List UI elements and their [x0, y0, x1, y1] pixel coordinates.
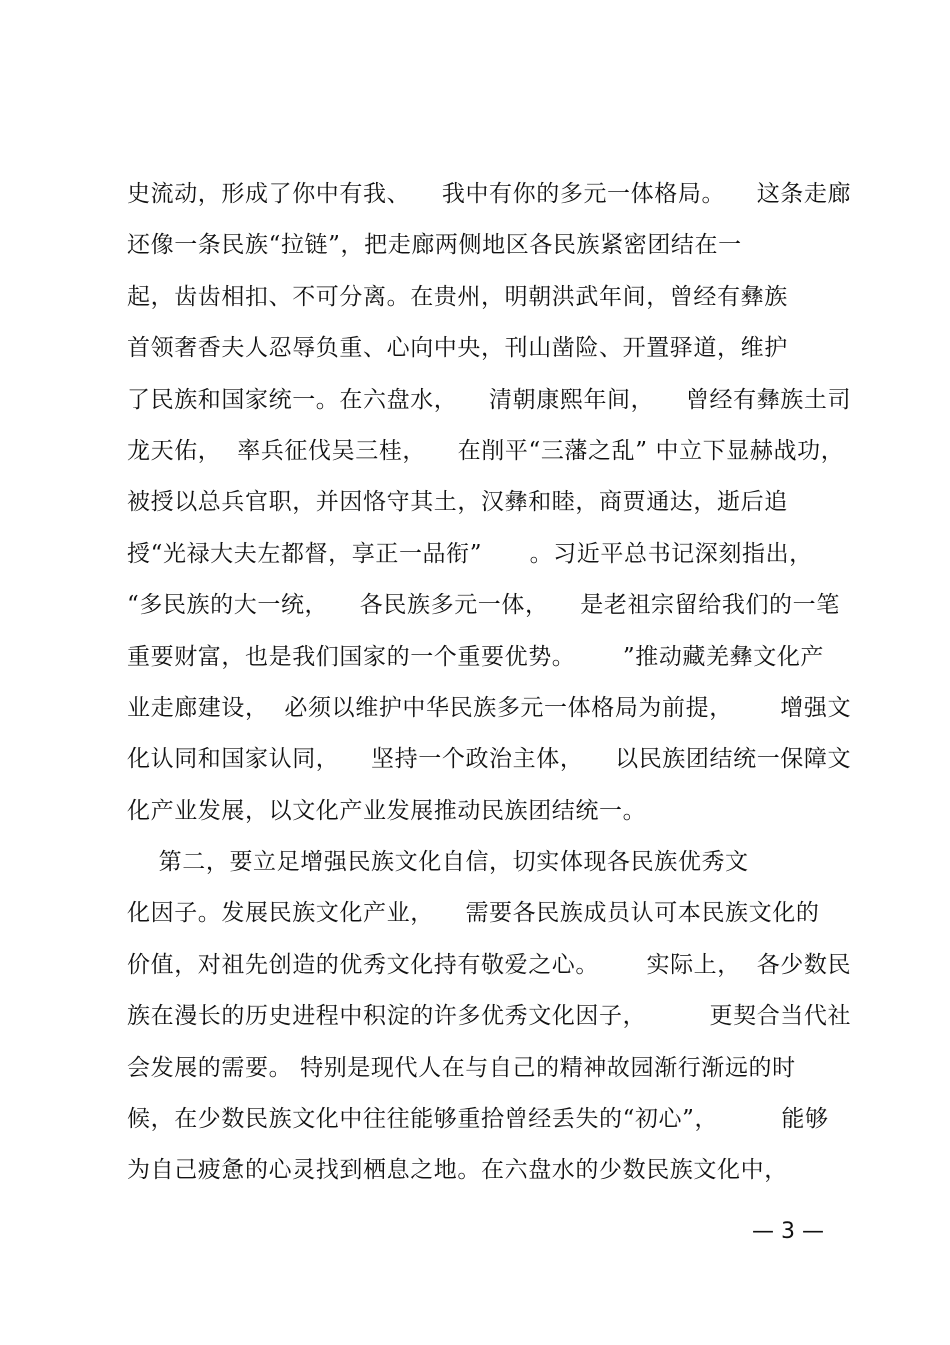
text-line: 会发展的需要。 特别是现代人在与自己的精神故园渐行渐远的时 [127, 1054, 796, 1081]
text-line: 第二，要立足增强民族文化自信，切实体现各民族优秀文 [127, 849, 749, 876]
body-text [127, 174, 852, 1202]
text-line: 化因子。发展民族文化产业， 需要各民族成员认可本民族文化的 [127, 900, 820, 927]
text-line: 业走廊建设， 必须以维护中华民族多元一体格局为前提， 增强文 [127, 694, 852, 721]
text-line: 价值，对祖先创造的优秀文化持有敬爱之心。 实际上， 各少数民 [127, 951, 852, 978]
text-line: 了民族和国家统一。在六盘水， 清朝康熙年间， 曾经有彝族土司 [127, 386, 852, 413]
text-line: 被授以总兵官职，并因恪守其土，汉彝和睦，商贾通达，逝后追 [127, 489, 788, 516]
text-line: 龙天佑， 率兵征伐吴三桂， 在削平“三藩之乱” 中立下显赫战功， [127, 437, 845, 464]
text-line: 还像一条民族“拉链”，把走廊两侧地区各民族紧密团结在一 [127, 232, 742, 259]
text-line: 重要财富，也是我们国家的一个重要优势。 ”推动藏羌彝文化产 [127, 643, 825, 670]
text-line: 族在漫长的历史进程中积淀的许多优秀文化因子， 更契合当代社 [127, 1003, 852, 1030]
page-number: — 3 — [752, 1219, 824, 1244]
text-line: 授“光禄大夫左都督，享正一品衔” 。习近平总书记深刻指出， [127, 540, 813, 567]
text-line: 史流动，形成了你中有我、 我中有你的多元一体格局。 这条走廊 [127, 181, 852, 207]
text-line: 候，在少数民族文化中往往能够重拾曾经丢失的“初心”， 能够 [127, 1106, 829, 1133]
text-line: “多民族的大一统， 各民族多元一体， 是老祖宗留给我们的一笔 [127, 592, 840, 619]
text-line: 首领奢香夫人忍辱负重、心向中央，刊山凿险、开置驿道，维护 [127, 335, 788, 362]
text-line: 化产业发展，以文化产业发展推动民族团结统一。 [127, 797, 647, 824]
text-line: 为自己疲惫的心灵找到栖息之地。在六盘水的少数民族文化中， [127, 1157, 788, 1184]
text-line: 化认同和国家认同， 坚持一个政治主体， 以民族团结统一保障文 [127, 746, 852, 773]
text-line: 起，齿齿相扣、不可分离。在贵州，明朝洪武年间，曾经有彝族 [127, 283, 788, 310]
